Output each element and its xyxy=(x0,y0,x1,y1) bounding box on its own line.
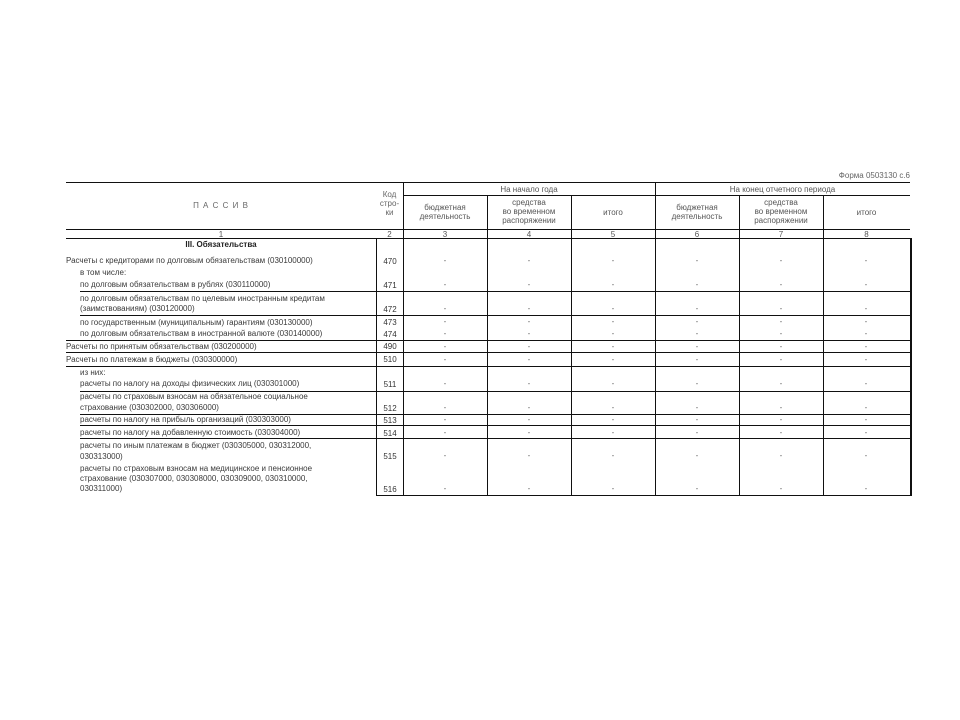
row-divider xyxy=(80,425,910,426)
row-code: 471 xyxy=(383,281,397,290)
row-label: Расчеты по платежам в бюджеты (030300000) xyxy=(66,355,238,364)
subhead-budget-end xyxy=(655,203,739,221)
group-header-divider xyxy=(403,195,910,196)
table-right-border xyxy=(910,238,912,496)
cell-value: - xyxy=(779,280,783,289)
row-label: Расчеты с кредиторами по долговым обязательствам (030100000) xyxy=(66,256,313,265)
cell-value: - xyxy=(527,329,531,338)
cell-value: - xyxy=(779,342,783,351)
row-code: 470 xyxy=(383,257,397,266)
section-title: III. Обязательства xyxy=(185,240,257,249)
cell-value: - xyxy=(695,428,699,437)
cell-value: - xyxy=(695,451,699,460)
col-number: 4 xyxy=(526,230,532,239)
row-code: 472 xyxy=(383,305,397,314)
cell-value: - xyxy=(695,379,699,388)
subhead-line: распоряжении xyxy=(754,216,808,225)
row-label: расчеты по страховым взносам на медицинское и пенсионное xyxy=(80,464,313,473)
subhead-line: деятельность xyxy=(419,212,471,221)
cell-value: - xyxy=(779,428,783,437)
cell-value: - xyxy=(611,342,615,351)
cell-value: - xyxy=(443,379,447,388)
code-heading-line: ки xyxy=(385,208,394,217)
subhead-temp-end xyxy=(739,198,823,225)
row-code: 512 xyxy=(383,404,397,413)
cell-value: - xyxy=(779,304,783,313)
row-code: 514 xyxy=(383,429,397,438)
cell-value: - xyxy=(611,256,615,265)
col-divider xyxy=(487,195,488,495)
cell-value: - xyxy=(611,329,615,338)
cell-value: - xyxy=(779,484,783,493)
cell-value: - xyxy=(443,280,447,289)
cell-value: - xyxy=(443,415,447,424)
cell-value: - xyxy=(527,317,531,326)
cell-value: - xyxy=(527,304,531,313)
cell-value: - xyxy=(527,451,531,460)
row-divider xyxy=(80,291,910,292)
col-number: 3 xyxy=(442,230,448,239)
cell-value: - xyxy=(443,256,447,265)
row-code: 515 xyxy=(383,452,397,461)
cell-value: - xyxy=(779,451,783,460)
row-code: 490 xyxy=(383,342,397,351)
cell-value: - xyxy=(611,317,615,326)
table-top-border xyxy=(66,182,910,183)
row-label: Расчеты по принятым обязательствам (030200000) xyxy=(66,342,257,351)
cell-value: - xyxy=(695,317,699,326)
code-heading-line: Код xyxy=(382,190,397,199)
row-code: 510 xyxy=(383,355,397,364)
row-divider xyxy=(80,438,910,439)
cell-value: - xyxy=(527,484,531,493)
row-label: расчеты по налогу на добавленную стоимость (030304000) xyxy=(80,428,301,437)
col-number: 6 xyxy=(694,230,700,239)
cell-value: - xyxy=(611,403,615,412)
cell-value: - xyxy=(527,428,531,437)
cell-value: - xyxy=(779,329,783,338)
cell-value: - xyxy=(443,317,447,326)
row-code: 513 xyxy=(383,416,397,425)
subhead-total-end: итого xyxy=(856,208,877,217)
cell-value: - xyxy=(864,317,868,326)
row-label: страхование (030307000, 030308000, 030309000, 030310000, xyxy=(80,474,308,483)
row-label: по долговым обязательствам в иностранной валюте (030140000) xyxy=(80,329,323,338)
code-heading-line: стро- xyxy=(379,199,400,208)
cell-value: - xyxy=(527,355,531,364)
subhead-line: бюджетная xyxy=(676,203,718,212)
table-bottom-border xyxy=(376,495,912,496)
col-divider xyxy=(403,182,404,495)
cell-value: - xyxy=(443,451,447,460)
cell-value: - xyxy=(443,403,447,412)
cell-value: - xyxy=(611,451,615,460)
cell-value: - xyxy=(695,329,699,338)
cell-value: - xyxy=(779,403,783,412)
cell-value: - xyxy=(695,355,699,364)
form-number-label: Форма 0503130 с.6 xyxy=(838,171,910,180)
cell-value: - xyxy=(527,280,531,289)
row-code: 474 xyxy=(383,330,397,339)
cell-value: - xyxy=(695,256,699,265)
cell-value: - xyxy=(695,403,699,412)
row-label: расчеты по иным платежам в бюджет (030305000, 030312000, xyxy=(80,441,312,450)
cell-value: - xyxy=(695,280,699,289)
row-divider xyxy=(66,366,910,367)
cell-value: - xyxy=(443,355,447,364)
subhead-temp-start xyxy=(487,198,571,225)
cell-value: - xyxy=(864,379,868,388)
row-label: из них: xyxy=(80,368,106,377)
cell-value: - xyxy=(779,379,783,388)
group-end-of-period: На конец отчетного периода xyxy=(729,185,836,194)
col-number: 5 xyxy=(610,230,616,239)
cell-value: - xyxy=(779,415,783,424)
subhead-line: во временном xyxy=(754,207,808,216)
row-label: расчеты по налогу на прибыль организаций (030303000) xyxy=(80,415,291,424)
cell-value: - xyxy=(611,428,615,437)
cell-value: - xyxy=(695,415,699,424)
cell-value: - xyxy=(695,484,699,493)
cell-value: - xyxy=(527,256,531,265)
cell-value: - xyxy=(864,342,868,351)
row-label: расчеты по налогу на доходы физических лиц (030301000) xyxy=(80,379,300,388)
cell-value: - xyxy=(779,256,783,265)
col-number: 8 xyxy=(864,230,869,239)
subhead-line: распоряжении xyxy=(502,216,556,225)
col-divider xyxy=(823,195,824,495)
row-label: 030313000) xyxy=(80,452,123,461)
row-code: 473 xyxy=(383,318,397,327)
row-label: 030311000) xyxy=(80,484,123,493)
col-divider xyxy=(655,182,656,495)
cell-value: - xyxy=(443,304,447,313)
subhead-line: деятельность xyxy=(671,212,723,221)
cell-value: - xyxy=(443,329,447,338)
row-label: по долговым обязательствам по целевым иностранным кредитам xyxy=(80,294,325,303)
cell-value: - xyxy=(611,379,615,388)
cell-value: - xyxy=(864,403,868,412)
row-divider xyxy=(66,340,910,341)
passive-heading: П А С С И В xyxy=(193,201,249,210)
cell-value: - xyxy=(864,256,868,265)
group-start-of-year: На начало года xyxy=(500,185,558,194)
col-divider xyxy=(739,195,740,495)
cell-value: - xyxy=(611,415,615,424)
subhead-line: средства xyxy=(512,198,546,207)
col-number: 2 xyxy=(387,230,392,239)
row-code: 516 xyxy=(383,485,397,494)
cell-value: - xyxy=(864,280,868,289)
cell-value: - xyxy=(864,484,868,493)
cell-value: - xyxy=(527,379,531,388)
subhead-line: средства xyxy=(764,198,798,207)
row-label: расчеты по страховым взносам на обязательное социальное xyxy=(80,392,308,401)
row-divider xyxy=(80,315,910,316)
cell-value: - xyxy=(527,415,531,424)
subhead-total-start: итого xyxy=(603,208,623,217)
row-label: страхование (030302000, 030306000) xyxy=(80,403,219,412)
col-number: 7 xyxy=(778,230,784,239)
cell-value: - xyxy=(443,342,447,351)
cell-value: - xyxy=(864,428,868,437)
subhead-budget-start xyxy=(403,203,487,221)
row-divider xyxy=(66,352,910,353)
row-label: в том числе: xyxy=(80,268,127,277)
cell-value: - xyxy=(527,403,531,412)
cell-value: - xyxy=(779,355,783,364)
cell-value: - xyxy=(695,304,699,313)
cell-value: - xyxy=(779,317,783,326)
cell-value: - xyxy=(527,342,531,351)
cell-value: - xyxy=(864,304,868,313)
cell-value: - xyxy=(864,329,868,338)
row-label: (заимствованиям) (030120000) xyxy=(80,304,195,313)
code-heading xyxy=(376,190,403,217)
col-number: 1 xyxy=(218,230,224,239)
cell-value: - xyxy=(864,451,868,460)
row-code: 511 xyxy=(383,380,397,389)
col-divider xyxy=(571,195,572,495)
cell-value: - xyxy=(443,484,447,493)
subhead-line: бюджетная xyxy=(424,203,466,212)
cell-value: - xyxy=(611,484,615,493)
cell-value: - xyxy=(864,415,868,424)
row-label: по долговым обязательствам в рублях (030110000) xyxy=(80,280,271,289)
cell-value: - xyxy=(611,355,615,364)
cell-value: - xyxy=(864,355,868,364)
cell-value: - xyxy=(443,428,447,437)
cell-value: - xyxy=(611,304,615,313)
cell-value: - xyxy=(695,342,699,351)
row-label: по государственным (муниципальным) гарантиям (030130000) xyxy=(80,318,313,327)
cell-value: - xyxy=(611,280,615,289)
subhead-line: во временном xyxy=(502,207,556,216)
